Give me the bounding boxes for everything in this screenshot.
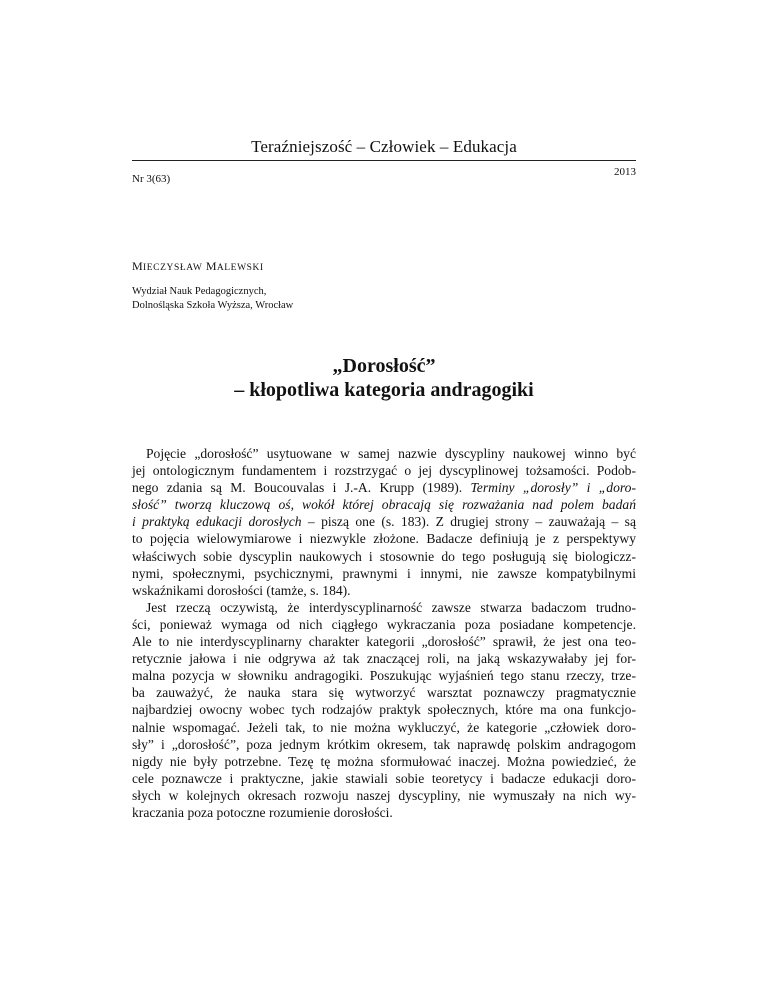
text-segment: – piszą one (s. 183). Z drugiej strony – zauważają – są [301, 514, 636, 530]
text-line: wskaźnikami dorosłości (tamże, s. 184). [132, 582, 351, 598]
article-title [132, 354, 636, 402]
text-line: malna pozycja w słowniku andragogiki. Poszukując wyjaśnień tego stanu rzeczy, trze- [132, 668, 636, 684]
publication-year: 2013 [614, 166, 636, 178]
author-last-rest: ALEWSKI [216, 263, 264, 273]
text-line: ba zauważyć, że nauka stara się wytworzyć warsztat poznawczy pragmatycznie [132, 685, 636, 701]
paragraph-1 [132, 445, 636, 599]
journal-title: Teraźniejszość – Człowiek – Edukacja [251, 137, 517, 156]
text-line [132, 513, 636, 530]
italic-segment: Terminy „dorosły” i „doro- [470, 480, 636, 496]
article-title-line-2: – kłopotliwa kategoria andragogiki [234, 379, 534, 401]
body-text [132, 445, 636, 821]
affiliation-line-1: Wydział Nauk Pedagogicznych, [132, 286, 267, 297]
author-first-initial: M [132, 259, 143, 273]
text-line: Pojęcie „dorosłość” usytuowane w samej nazwie dyscypliny naukowej winno być [146, 446, 636, 461]
text-line: najbardziej owocny wobec tych rodzajów praktyk społecznych, które ma ona funkcjo- [132, 702, 636, 718]
italic-segment: słość” tworzą kluczową oś, wokół której obracają się rozważania nad polem badań [132, 497, 636, 513]
article-title-line-1: „Dorosłość” [332, 355, 436, 377]
text-line: nalnie wspomagać. Jeżeli tak, to nie można wykluczyć, że kategorie „człowiek doro- [132, 719, 636, 735]
text-line: nymi, społecznymi, psychicznymi, prawnymi i innymi, nie zawsze kompatybilnymi [132, 565, 636, 581]
paragraph-2 [132, 599, 636, 821]
text-line: sły” i „dorosłość”, poza jednym krótkim okresem, tak naprawdę polskim andragogom [132, 736, 636, 752]
header-rule [132, 160, 636, 161]
author-affiliation [132, 285, 293, 313]
text-line: retycznie jałowa i nie odgrywa aż tak znaczącej roli, na jaką wskazywałaby jej for- [132, 651, 636, 667]
text-line: słych w kolejnych okresach rozwoju naszej dyscypliny, nie wymuszały na nich wy- [132, 787, 636, 803]
text-line: nigdy nie były potrzebne. Tezę tę można sformułować inaczej. Można powiedzieć, że [132, 753, 636, 769]
text-line: Ale to nie interdyscyplinarny charakter kategorii „dorosłość” sprawił, że jest ona teo- [132, 634, 636, 650]
author-last-initial: M [205, 259, 217, 273]
text-line [132, 496, 636, 513]
italic-segment: i praktyką edukacji dorosłych [132, 514, 302, 530]
author-first-rest: IECZYSŁAW [142, 263, 203, 273]
issue-number: Nr 3(63) [132, 173, 171, 185]
text-line: właściwych sobie dyscyplin naukowych i stosownie do tego posługują się biologiczz- [132, 548, 636, 564]
text-line [132, 479, 636, 496]
author-name [132, 259, 264, 274]
text-line: jej ontologicznym fundamentem i rozstrzygać o jej dyscyplinowej tożsamości. Podob- [132, 463, 636, 479]
text-line: kraczania poza potoczne rozumienie dorosłości. [132, 804, 393, 820]
text-segment: nego zdania są M. Boucouvalas i J.-A. Krupp (1989). [132, 480, 471, 496]
text-line: Jest rzeczą oczywistą, że interdyscyplinarność zawsze stwarza badaczom trudno- [146, 599, 636, 615]
affiliation-line-2: Dolnośląska Szkoła Wyższa, Wrocław [132, 300, 294, 311]
text-line: to pojęcia wielowymiarowe i niezwykle złożone. Badacze definiują je z perspektywy [132, 531, 636, 547]
text-line: ści, ponieważ wymaga od nich ciągłego wykraczania poza posiadane kompetencje. [132, 616, 636, 632]
text-line: cele poznawcze i praktyczne, jakie stawiali sobie teoretycy i badacze edukacji doro- [132, 770, 636, 786]
